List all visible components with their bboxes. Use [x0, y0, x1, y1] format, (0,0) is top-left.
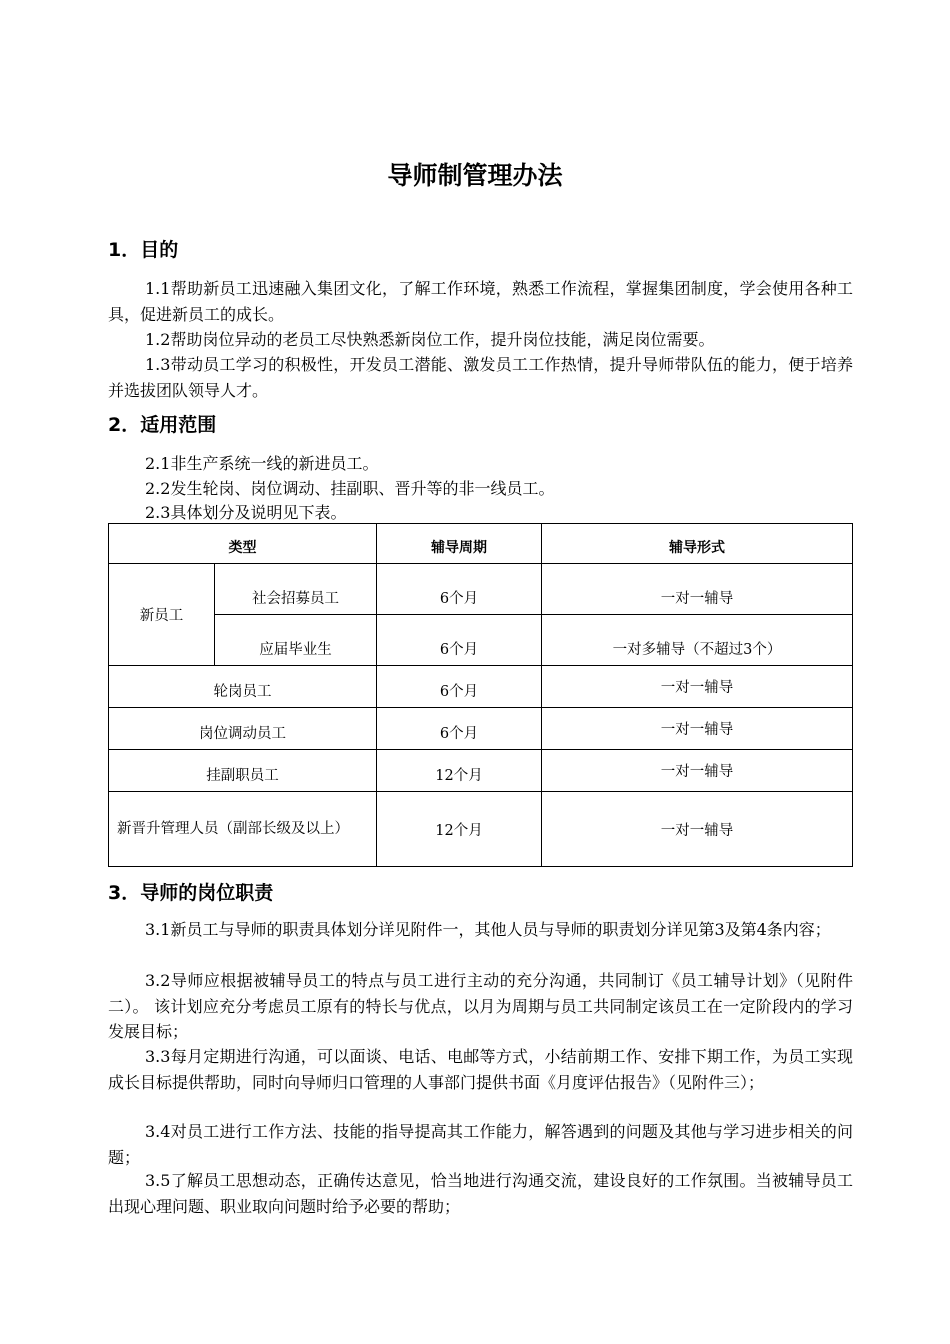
header-period: 辅导周期: [377, 524, 542, 564]
new-staff-cell: 新员工: [109, 564, 215, 666]
type-cell: 应届毕业生: [215, 615, 377, 666]
form-cell: 一对多辅导（不超过3个）: [542, 615, 853, 666]
table-row: [109, 564, 853, 615]
period-cell: 12个月: [377, 750, 542, 792]
section-3-paragraph-2: 3.2导师应根据被辅导员工的特点与员工进行主动的充分沟通，共同制订《员工辅导计划》（见附件二）。 该计划应充分考虑员工原有的特长与优点，以月为周期与员工共同制定该员工在一定阶段内的学习发展目标；: [108, 971, 853, 1041]
header-type: 类型: [109, 524, 377, 564]
type-cell: 轮岗员工: [109, 666, 377, 708]
section-3-paragraph-5: 3.5了解员工思想动态，正确传达意见，恰当地进行沟通交流，建设良好的工作氛围。当被辅导员工出现心理问题、职业取向问题时给予必要的帮助；: [108, 1171, 853, 1216]
table-row: [109, 708, 853, 750]
section-3-heading: 3．导师的岗位职责: [108, 882, 274, 904]
table-header-row: [109, 524, 853, 564]
form-cell: 一对一辅导: [542, 792, 853, 867]
table-row: [109, 792, 853, 867]
period-cell: 6个月: [377, 564, 542, 615]
period-cell: 6个月: [377, 615, 542, 666]
period-cell: 6个月: [377, 666, 542, 708]
section-3-paragraph-4: 3.4对员工进行工作方法、技能的指导提高其工作能力，解答遇到的问题及其他与学习进步相关的问题；: [108, 1122, 853, 1167]
section-1-paragraph-3: 1.3带动员工学习的积极性，开发员工潜能、激发员工工作热情，提升导师带队伍的能力，便于培养并选拔团队领导人才。: [108, 355, 853, 400]
type-cell: 社会招募员工: [215, 564, 377, 615]
type-cell: 新晋升管理人员（副部长级及以上）: [109, 792, 377, 867]
section-1-paragraph-1: 1.1帮助新员工迅速融入集团文化，了解工作环境，熟悉工作流程，掌握集团制度，学会使用各种工具，促进新员工的成长。: [108, 279, 853, 324]
form-cell: 一对一辅导: [542, 564, 853, 615]
form-cell: 一对一辅导: [542, 666, 853, 708]
table-row: [109, 666, 853, 708]
type-cell: 岗位调动员工: [109, 708, 377, 750]
period-cell: 6个月: [377, 708, 542, 750]
document-title: 导师制管理办法: [387, 161, 563, 190]
section-2-paragraph-1: 2.1非生产系统一线的新进员工。: [145, 454, 379, 473]
section-2-paragraph-2: 2.2发生轮岗、岗位调动、挂副职、晋升等的非一线员工。: [145, 479, 555, 498]
section-2-paragraph-3: 2.3具体划分及说明见下表。: [145, 503, 347, 522]
section-2-heading: 2．适用范围: [108, 414, 217, 436]
section-3-paragraph-3: 3.3每月定期进行沟通，可以面谈、电话、电邮等方式，小结前期工作、安排下期工作，为员工实现成长目标提供帮助，同时向导师归口管理的人事部门提供书面《月度评估报告》（见附件三）；: [108, 1047, 853, 1092]
type-cell: 挂副职员工: [109, 750, 377, 792]
section-3-paragraph-1: 3.1新员工与导师的职责具体划分详见附件一，其他人员与导师的职责划分详见第3及第4条内容；: [145, 920, 831, 939]
table-row: [109, 615, 853, 666]
period-cell: 12个月: [377, 792, 542, 867]
section-1-heading: 1．目的: [108, 239, 179, 261]
scope-table: [108, 523, 853, 867]
table-row: [109, 750, 853, 792]
section-1-paragraph-2: 1.2帮助岗位异动的老员工尽快熟悉新岗位工作，提升岗位技能，满足岗位需要。: [145, 330, 715, 349]
header-form: 辅导形式: [542, 524, 853, 564]
form-cell: 一对一辅导: [542, 750, 853, 792]
form-cell: 一对一辅导: [542, 708, 853, 750]
